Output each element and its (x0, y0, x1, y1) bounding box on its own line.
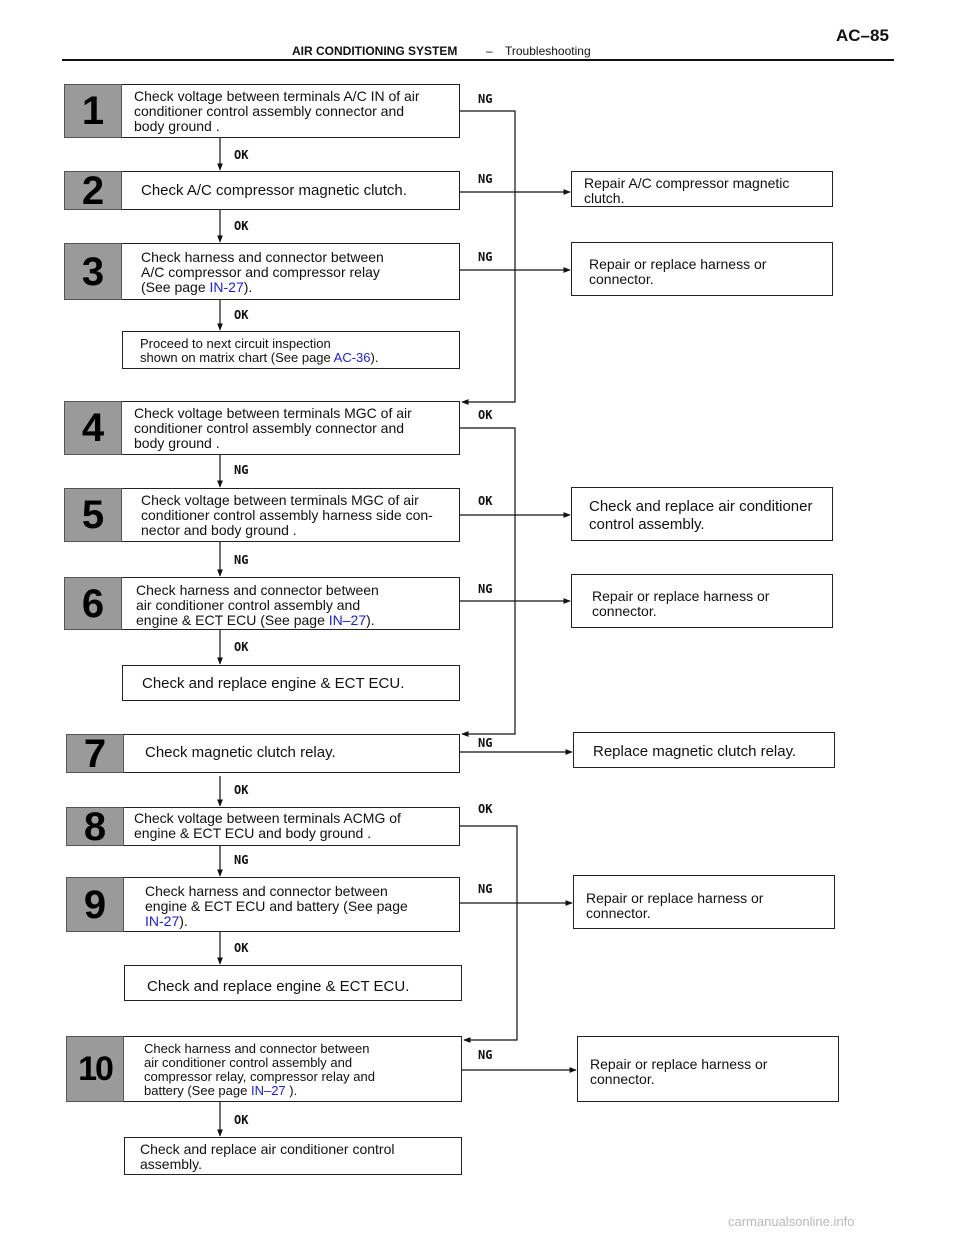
step-3-text-main: Check harness and connector between A/C compressor and compressor relay (See page (141, 249, 384, 295)
proceed-text-end: ). (370, 350, 379, 365)
flow-label-10-ng: NG (478, 1048, 493, 1062)
step-3-number: 3 (81, 249, 105, 294)
step-10-text-main: Check harness and connector between air conditioner control assembly and compressor relay, compressor relay and battery (See page (144, 1041, 375, 1098)
step-9-text-main: Check harness and connector between engine & ECT ECU and battery (See page (145, 883, 408, 914)
step-2-text: Check A/C compressor magnetic clutch. (141, 182, 407, 199)
step-7-text: Check magnetic clutch relay. (145, 744, 336, 761)
flow-label-2-ng: NG (478, 172, 493, 186)
step-9-number: 9 (83, 882, 107, 927)
step-4-badge (64, 401, 122, 455)
flow-label-7-ok: OK (234, 783, 249, 797)
step-6-badge (64, 577, 122, 630)
step-9-badge (66, 877, 124, 932)
step-1-badge (64, 84, 122, 138)
step-3-badge (64, 243, 122, 300)
result-text-3: Repair or replace harness or connector. (589, 256, 767, 287)
step-3-text (141, 250, 384, 295)
step-6-text-main: Check harness and connector between air conditioner control assembly and engine & ECT ECU (See page (136, 582, 379, 628)
step-9-text-end: ). (179, 913, 188, 929)
header-separator: – (486, 44, 493, 58)
step-6-page-link[interactable]: IN–27 (328, 612, 367, 628)
step-10-page-link[interactable]: IN–27 (250, 1083, 286, 1098)
flow-label-3-ok: OK (234, 308, 249, 322)
step-3-text-end: ). (243, 279, 253, 295)
proceed-text-main: Proceed to next circuit inspection shown on matrix chart (See page (140, 336, 331, 365)
step-10-badge (66, 1036, 124, 1102)
flow-label-9-ng: NG (478, 882, 493, 896)
step-10-text (144, 1042, 375, 1098)
flow-label-4-ng: NG (234, 463, 249, 477)
step-3-page-link[interactable]: IN-27 (209, 279, 244, 295)
step-8-number: 8 (83, 804, 107, 849)
flow-label-4-ok: OK (478, 408, 493, 422)
step-5-badge (64, 488, 122, 542)
section-title: AIR CONDITIONING SYSTEM (292, 44, 458, 58)
result-text-2: Repair A/C compressor magnetic clutch. (584, 175, 790, 206)
flow-label-8-ok: OK (478, 802, 493, 816)
flow-label-2-ok: OK (234, 219, 249, 233)
step-7-badge (66, 731, 124, 776)
watermark: carmanualsonline.info (728, 1214, 855, 1229)
step-1-number: 1 (81, 89, 105, 133)
flow-label-5-ok: OK (478, 494, 493, 508)
step-9-page-link[interactable]: IN-27 (145, 913, 180, 929)
flow-label-10-ok: OK (234, 1113, 249, 1127)
step-4-text: Check voltage between terminals MGC of air conditioner control assembly connector and body ground . (134, 405, 412, 451)
step-5-text: Check voltage between terminals MGC of air conditioner control assembly harness side con- nector and body ground . (141, 492, 433, 538)
flow-label-6-ng: NG (478, 582, 493, 596)
step-1-text: Check voltage between terminals A/C IN of air conditioner control assembly connector and body ground . (134, 88, 420, 134)
flow-label-1-ok: OK (234, 148, 249, 162)
flow-label-1-ng: NG (478, 92, 493, 106)
step-6-number: 6 (81, 581, 105, 626)
step-4-number: 4 (81, 406, 105, 450)
step-9-text (145, 884, 408, 929)
result-text-6: Repair or replace harness or connector. (592, 588, 770, 619)
flow-label-9-ok: OK (234, 941, 249, 955)
step-8-badge (66, 804, 124, 849)
replace-ecu-text-1: Check and replace engine & ECT ECU. (142, 675, 405, 692)
flow-label-3-ng: NG (478, 250, 493, 264)
step-6-text (136, 583, 379, 628)
flow-label-8-ng: NG (234, 853, 249, 867)
replace-ecu-text-2: Check and replace engine & ECT ECU. (147, 978, 410, 995)
result-text-7: Replace magnetic clutch relay. (593, 743, 797, 760)
step-8-text: Check voltage between terminals ACMG of engine & ECT ECU and body ground . (134, 810, 401, 841)
proceed-text (140, 337, 378, 365)
step-2-badge (64, 168, 122, 213)
result-text-5: Check and replace air conditioner control assembly. (589, 498, 813, 533)
page-number: AC–85 (836, 26, 889, 45)
step-10-text-end: ). (285, 1083, 298, 1098)
step-10-number: 10 (78, 1050, 112, 1088)
step-6-text-end: ). (366, 612, 375, 628)
result-text-10: Repair or replace harness or connector. (590, 1056, 768, 1087)
final-text: Check and replace air conditioner control assembly. (140, 1141, 395, 1172)
result-text-9: Repair or replace harness or connector. (586, 890, 764, 921)
proceed-page-link[interactable]: AC-36 (333, 350, 371, 365)
step-2-number: 2 (81, 168, 105, 213)
flow-label-7-ng: NG (478, 736, 493, 750)
step-7-number: 7 (83, 731, 107, 776)
section-subtitle: Troubleshooting (505, 44, 591, 58)
flow-label-5-ng: NG (234, 553, 249, 567)
flow-label-6-ok: OK (234, 640, 249, 654)
step-5-number: 5 (81, 493, 105, 537)
